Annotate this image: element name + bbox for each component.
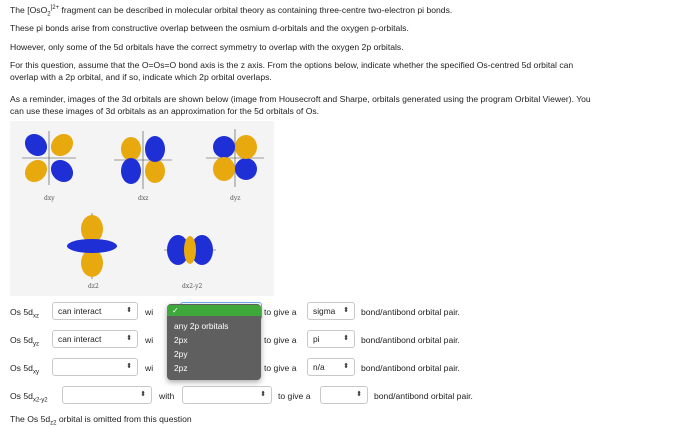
chevron-updown-icon: ⬍ (343, 307, 349, 314)
reminder-line-2: can use these images of 3d orbitals as an approximation for the 5d orbitals of Os. (10, 106, 320, 116)
row3-bond-type-select[interactable]: n/a ⬍ (307, 358, 355, 376)
row1-interact-select[interactable]: can interact ⬍ (52, 302, 138, 320)
dropdown-option-2py[interactable]: 2py (174, 349, 188, 359)
chevron-updown-icon: ⬍ (140, 391, 146, 398)
row4-orbital-label: Os $5d_{x2-y2}$ (10, 391, 48, 404)
dropdown-option-2px[interactable]: 2px (174, 335, 188, 345)
row1-suffix: bond/antibond orbital pair. (361, 307, 460, 317)
chevron-updown-icon: ⬍ (126, 335, 132, 342)
dxy-label: dxy (44, 195, 55, 202)
instruction-line-1: For this question, assume that the O=Os=O bond axis is the z axis. From the options below, indicate whether the specified Os-centred 5d orbital can (10, 60, 574, 70)
row1-orbital-label: Os $5d_{xz}$ (10, 307, 39, 320)
instruction-line-2: overlap with a 2p orbital, and if so, indicate which 2p orbital overlaps. (10, 72, 272, 82)
row1-give-text: to give a (264, 307, 297, 317)
dropdown-selected-highlight[interactable] (167, 305, 261, 316)
dropdown-option-2pz[interactable]: 2pz (174, 363, 188, 373)
row1-with-text: wi (145, 307, 154, 317)
dz2-label: dz2 (88, 283, 99, 290)
dxz-label: dxz (138, 195, 149, 202)
footer-note: The Os $5d_{z2}$ orbital is omitted from this question (10, 414, 192, 427)
row3-suffix: bond/antibond orbital pair. (361, 363, 460, 373)
row2-bond-type-select[interactable]: pi ⬍ (307, 330, 355, 348)
intro-line-2: These pi bonds arise from constructive overlap between the osmium d-orbitals and the oxygen p-orbitals. (10, 23, 409, 33)
row2-interact-select[interactable]: can interact ⬍ (52, 330, 138, 348)
row2-give-text: to give a (264, 335, 297, 345)
dropdown-option-any-2p[interactable]: any 2p orbitals (174, 321, 229, 331)
intro-line-1: The [OsO$_2^{]2+}$ fragment can be described in molecular orbital theory as containing three-centre two-electron pi bonds. (10, 5, 453, 18)
row1-bond-type-select[interactable]: sigma ⬍ (307, 302, 355, 320)
dx2-y2-orbital-image (160, 225, 220, 275)
row4-bond-type-select[interactable] (320, 386, 368, 404)
dz2-orbital-image (62, 211, 122, 281)
dxy-orbital-image (18, 127, 80, 189)
dxz-orbital-image (112, 129, 174, 191)
row4-with-text: with (159, 391, 175, 401)
chevron-updown-icon: ⬍ (126, 307, 132, 314)
row3-interact-select[interactable] (52, 358, 138, 376)
dyz-label: dyz (230, 195, 241, 202)
dyz-orbital-image (204, 127, 266, 189)
chevron-updown-icon: ⬍ (356, 391, 362, 398)
row4-interact-select[interactable] (62, 386, 152, 404)
row3-with-text: wi (145, 363, 154, 373)
chevron-updown-icon: ⬍ (343, 335, 349, 342)
row4-orbital-select[interactable] (182, 386, 272, 404)
chevron-updown-icon: ⬍ (260, 391, 266, 398)
intro-line-3: However, only some of the 5d orbitals have the correct symmetry to overlap with the oxygen 2p orbitals. (10, 42, 404, 52)
reminder-line-1: As a reminder, images of the 3d orbitals are shown below (image from Housecroft and Sharpe, orbitals generated using the program Orbital Viewer). You (10, 94, 591, 104)
row4-suffix: bond/antibond orbital pair. (374, 391, 473, 401)
orbital-figure (10, 121, 274, 296)
row2-with-text: wi (145, 335, 154, 345)
checkmark-icon: ✓ (172, 306, 179, 315)
row2-suffix: bond/antibond orbital pair. (361, 335, 460, 345)
chevron-updown-icon: ⬍ (126, 363, 132, 370)
row4-give-text: to give a (278, 391, 311, 401)
row3-orbital-label: Os $5d_{xy}$ (10, 363, 39, 376)
row3-give-text: to give a (264, 363, 297, 373)
chevron-updown-icon: ⬍ (343, 363, 349, 370)
orbital-dropdown-menu (167, 304, 261, 380)
dx2-y2-label: dx2-y2 (182, 283, 203, 290)
row2-orbital-label: Os $5d_{yz}$ (10, 335, 39, 348)
